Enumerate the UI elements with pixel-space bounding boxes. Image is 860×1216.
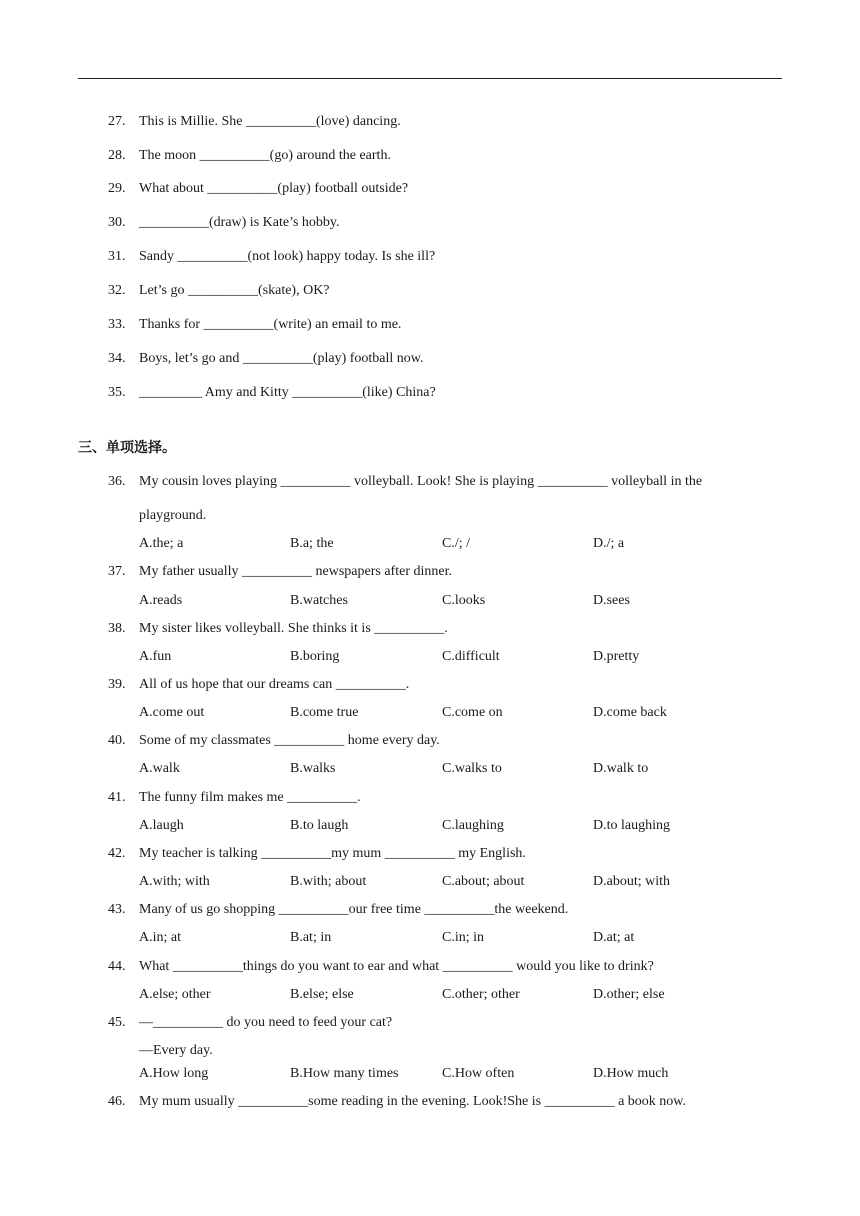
option-c: C.looks [442,593,486,608]
question-text: My sister likes volleyball. She thinks it is __________. [139,621,448,636]
question-number: 44. [108,959,126,974]
option-b: B.a; the [290,536,334,551]
option-d: D.How much [593,1066,669,1081]
option-c: C.How often [442,1066,515,1081]
option-b: B.to laugh [290,818,349,833]
header-rule [78,78,782,79]
question-text: Some of my classmates __________ home every day. [139,733,440,748]
question-number: 29. [108,181,126,196]
option-a: A.the; a [139,536,184,551]
option-b: B.How many times [290,1066,399,1081]
option-a: A.laugh [139,818,184,833]
question-text: What __________things do you want to ear and what __________ would you like to drink? [139,959,654,974]
question-number: 41. [108,790,126,805]
dialogue-reply: —Every day. [139,1043,213,1058]
option-a: A.reads [139,593,183,608]
question-number: 32. [108,283,126,298]
question-text: My mum usually __________some reading in the evening. Look!She is __________ a book now. [139,1094,686,1109]
question-text: All of us hope that our dreams can __________. [139,677,410,692]
option-d: D.sees [593,593,630,608]
question-number: 39. [108,677,126,692]
option-c: C.other; other [442,987,520,1002]
question-text: Many of us go shopping __________our free time __________the weekend. [139,902,569,917]
question-text: My cousin loves playing __________ volleyball. Look! She is playing __________ volleyball in the [139,474,703,489]
option-c: C.in; in [442,930,485,945]
option-d: D.other; else [593,987,665,1002]
section-heading: 三、单项选择。 [78,440,176,456]
question-text: What about __________(play) football outside? [139,181,409,196]
question-text: This is Millie. She __________(love) dancing. [139,114,401,129]
option-a: A.come out [139,705,205,720]
question-text: Let’s go __________(skate), OK? [139,283,330,298]
question-text: My teacher is talking __________my mum __________ my English. [139,846,526,861]
question-number: 34. [108,351,126,366]
option-b: B.else; else [290,987,354,1002]
option-b: B.come true [290,705,359,720]
option-d: D.at; at [593,930,635,945]
question-number: 27. [108,114,126,129]
question-number: 45. [108,1015,126,1030]
option-b: B.boring [290,649,340,664]
option-c: C.come on [442,705,503,720]
option-d: D.about; with [593,874,670,889]
question-text: —__________ do you need to feed your cat? [139,1015,393,1030]
option-d: D.pretty [593,649,640,664]
option-c: C.laughing [442,818,504,833]
option-b: B.with; about [290,874,367,889]
question-text: Thanks for __________(write) an email to me. [139,317,402,332]
option-a: A.in; at [139,930,181,945]
question-text: __________(draw) is Kate’s hobby. [139,215,340,230]
question-number: 40. [108,733,126,748]
option-b: B.walks [290,761,336,776]
option-a: A.with; with [139,874,210,889]
option-a: A.walk [139,761,180,776]
option-d: D.walk to [593,761,649,776]
question-number: 42. [108,846,126,861]
option-d: D.come back [593,705,667,720]
option-d: D.to laughing [593,818,670,833]
question-number: 33. [108,317,126,332]
question-number: 28. [108,148,126,163]
question-number: 30. [108,215,126,230]
option-c: C.difficult [442,649,500,664]
question-number: 37. [108,564,126,579]
question-text: Sandy __________(not look) happy today. Is she ill? [139,249,436,264]
question-text: The funny film makes me __________. [139,790,361,805]
question-number: 36. [108,474,126,489]
question-number: 46. [108,1094,126,1109]
option-a: A.fun [139,649,172,664]
question-text: My father usually __________ newspapers after dinner. [139,564,452,579]
question-text-continued: playground. [139,508,207,523]
question-number: 38. [108,621,126,636]
question-number: 43. [108,902,126,917]
question-text: _________ Amy and Kitty __________(like) China? [139,385,436,400]
option-a: A.How long [139,1066,209,1081]
option-b: B.at; in [290,930,332,945]
question-text: Boys, let’s go and __________(play) football now. [139,351,424,366]
option-c: C.walks to [442,761,502,776]
option-c: C./; / [442,536,471,551]
option-d: D./; a [593,536,625,551]
question-number: 31. [108,249,126,264]
option-b: B.watches [290,593,348,608]
question-text: The moon __________(go) around the earth. [139,148,391,163]
option-c: C.about; about [442,874,525,889]
option-a: A.else; other [139,987,211,1002]
question-number: 35. [108,385,126,400]
